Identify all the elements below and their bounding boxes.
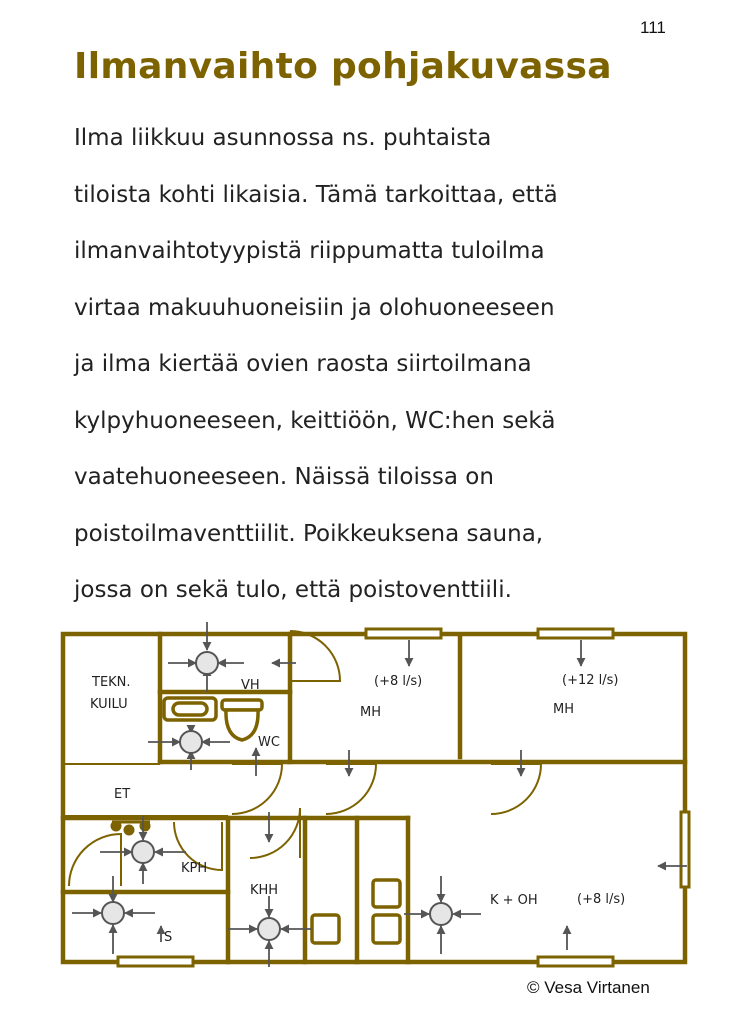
room-label-s: S — [164, 930, 173, 945]
exhaust-valve-kitchen — [430, 903, 452, 925]
paragraph-line: tiloista kohti likaisia. Tämä tarkoittaa, että — [74, 181, 558, 208]
room-label-kph: KPH — [181, 861, 208, 876]
exhaust-valve-wc — [180, 731, 202, 753]
paragraph-line: poistoilmaventtiilit. Poikkeuksena sauna, — [74, 520, 544, 547]
paragraph-line: virtaa makuuhuoneisiin ja olohuoneeseen — [74, 294, 555, 321]
room-label-kuilu: KUILU — [90, 697, 128, 712]
paragraph-line: kylpyhuoneeseen, keittiöön, WC:hen sekä — [74, 407, 556, 434]
airflow-label-k-oh: (+8 l/s) — [577, 892, 626, 907]
exhaust-valve-vh — [196, 652, 218, 674]
airflow-label-mh-2: (+12 l/s) — [562, 673, 619, 688]
exhaust-valve-khh — [258, 918, 280, 940]
paragraph-line: ilmanvaihtotyypistä riippumatta tuloilma — [74, 238, 545, 264]
paragraph-line: ja ilma kiertää ovien raosta siirtoilmana — [74, 351, 532, 377]
valve-sauna — [102, 902, 124, 924]
paragraph-line: jossa on sekä tulo, että poistoventtiili. — [74, 577, 512, 603]
room-label-mh-2: MH — [553, 702, 574, 717]
room-label-mh-1: MH — [360, 705, 381, 720]
room-label-k-oh: K + OH — [490, 893, 538, 908]
exhaust-valve-kph — [132, 841, 154, 863]
room-label-et: ET — [114, 787, 131, 802]
airflow-label-mh-1: (+8 l/s) — [374, 674, 423, 689]
page-title: Ilmanvaihto pohjakuvassa — [74, 46, 612, 87]
paragraph-line: Ilma liikkuu asunnossa ns. puhtaista — [74, 125, 492, 151]
copyright: © Vesa Virtanen — [527, 978, 650, 997]
room-label-khh: KHH — [250, 883, 279, 898]
wall-thin-lines — [63, 764, 228, 816]
room-label-tekn: TEKN. — [92, 675, 131, 690]
kph-sink — [112, 822, 150, 834]
room-label-vh: VH — [241, 678, 260, 693]
page-number: 111 — [640, 18, 666, 37]
room-label-wc: WC — [258, 735, 280, 750]
paragraph-line: vaatehuoneeseen. Näissä tiloissa on — [74, 464, 494, 490]
